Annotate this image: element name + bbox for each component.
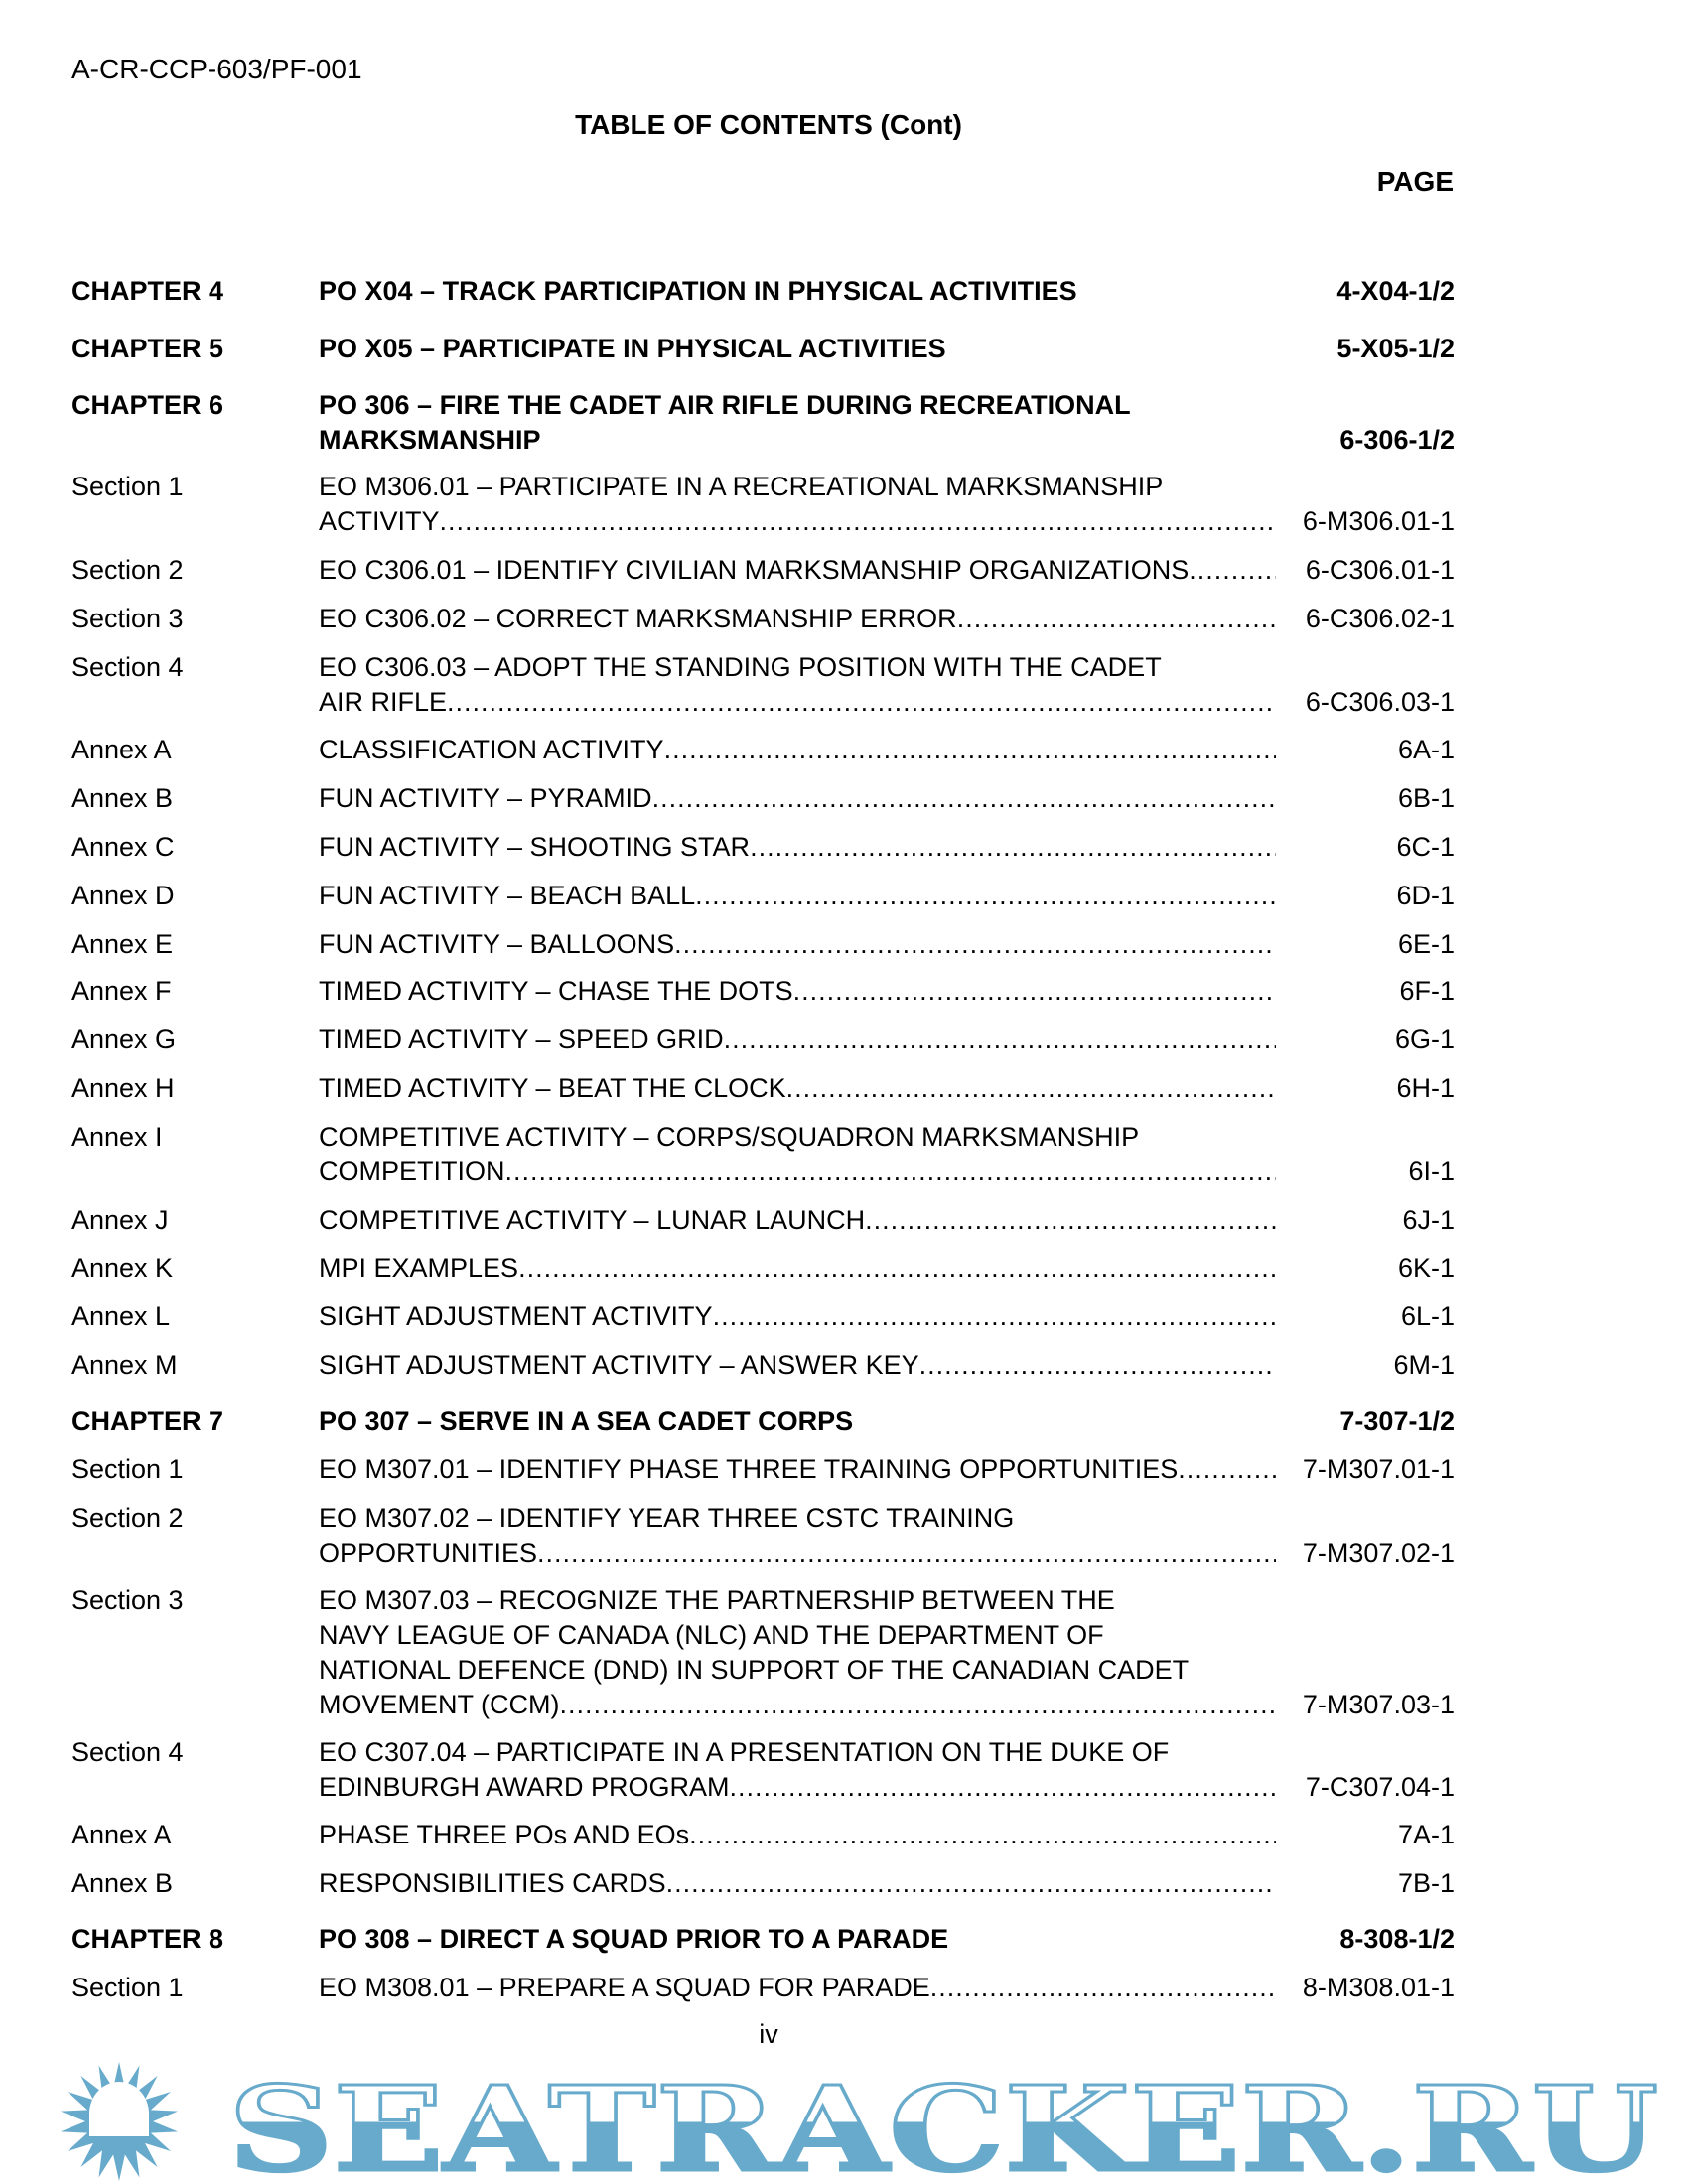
toc-entry-title: EO C306.01 – IDENTIFY CIVILIAN MARKSMANSHIP ORGANIZATIONS bbox=[319, 555, 1190, 586]
toc-entry-title: EO C306.02 – CORRECT MARKSMANSHIP ERROR bbox=[319, 603, 957, 633]
toc-entry-page[interactable]: 8-M308.01-1 bbox=[1302, 1972, 1455, 2002]
toc-entry-label: Section 2 bbox=[71, 1502, 184, 1533]
dot-leader bbox=[919, 1348, 1276, 1383]
toc-entry-title: TIMED ACTIVITY – BEAT THE CLOCK bbox=[319, 1073, 786, 1104]
toc-entry-label: Annex I bbox=[71, 1121, 163, 1152]
page-title: TABLE OF CONTENTS (Cont) bbox=[575, 109, 962, 140]
dot-leader bbox=[505, 1155, 1277, 1189]
dot-leader bbox=[730, 1770, 1276, 1805]
toc-entry-title: MARKSMANSHIP bbox=[319, 424, 541, 455]
dot-leader bbox=[666, 1866, 1276, 1901]
toc-entry-title: OPPORTUNITIES bbox=[319, 1537, 538, 1568]
dot-leader bbox=[750, 830, 1276, 865]
dot-leader bbox=[957, 602, 1276, 636]
toc-entry-label: Annex K bbox=[71, 1253, 174, 1284]
toc-entry-page[interactable]: 7-C307.04-1 bbox=[1305, 1771, 1455, 1802]
toc-entry-title: TIMED ACTIVITY – CHASE THE DOTS bbox=[319, 976, 793, 1007]
toc-entry-title: MPI EXAMPLES bbox=[319, 1253, 519, 1284]
toc-entry-title: PO 306 – FIRE THE CADET AIR RIFLE DURING RECREATIONAL bbox=[319, 389, 1131, 420]
toc-entry-label: Annex C bbox=[71, 832, 175, 863]
toc-entry-page[interactable]: 6E-1 bbox=[1397, 928, 1455, 959]
toc-entry-page[interactable]: 6I-1 bbox=[1408, 1156, 1455, 1186]
toc-entry-title: RESPONSIBILITIES CARDS bbox=[319, 1868, 666, 1899]
page-number: iv bbox=[759, 2019, 778, 2049]
toc-entry-label: Section 1 bbox=[71, 1453, 184, 1484]
toc-entry-title: SIGHT ADJUSTMENT ACTIVITY bbox=[319, 1301, 713, 1332]
toc-entry-page[interactable]: 6H-1 bbox=[1396, 1073, 1455, 1104]
toc-entry-label: Annex B bbox=[71, 1868, 174, 1899]
toc-entry-title: PO X05 – PARTICIPATE IN PHYSICAL ACTIVITIES bbox=[319, 333, 946, 363]
toc-entry-title: PO 308 – DIRECT A SQUAD PRIOR TO A PARADE bbox=[319, 1923, 949, 1954]
toc-entry-page[interactable]: 6A-1 bbox=[1397, 735, 1455, 765]
toc-entry-title: EO M307.03 – RECOGNIZE THE PARTNERSHIP BETWEEN THE bbox=[319, 1585, 1115, 1616]
toc-entry-label: Annex J bbox=[71, 1204, 169, 1235]
toc-entry-page[interactable]: 6C-1 bbox=[1396, 832, 1455, 863]
sunburst-icon bbox=[61, 2062, 178, 2181]
dot-leader bbox=[1189, 553, 1276, 588]
toc-entry-page[interactable]: 6D-1 bbox=[1396, 881, 1455, 911]
toc-entry-label: Annex F bbox=[71, 976, 172, 1007]
toc-entry-label: CHAPTER 8 bbox=[71, 1923, 224, 1954]
toc-entry-page[interactable]: 6G-1 bbox=[1394, 1024, 1455, 1055]
toc-entry-title: ACTIVITY bbox=[319, 506, 440, 537]
dot-leader bbox=[695, 879, 1276, 913]
toc-entry-label: Annex L bbox=[71, 1301, 171, 1332]
toc-entry-page[interactable]: 6B-1 bbox=[1397, 783, 1455, 814]
dot-leader bbox=[664, 733, 1276, 767]
dot-leader bbox=[537, 1536, 1276, 1570]
toc-entry-title: FUN ACTIVITY – BEACH BALL bbox=[319, 881, 696, 911]
toc-entry-title: COMPETITIVE ACTIVITY – LUNAR LAUNCH bbox=[319, 1204, 866, 1235]
toc-entry-title: EO M307.01 – IDENTIFY PHASE THREE TRAINING OPPORTUNITIES bbox=[319, 1453, 1179, 1484]
svg-text:SEATRACKER.RU: SEATRACKER.RU bbox=[228, 2060, 1658, 2184]
dot-leader bbox=[674, 927, 1276, 962]
toc-entry-label: Annex H bbox=[71, 1073, 175, 1104]
dot-leader bbox=[652, 781, 1276, 816]
toc-entry-page[interactable]: 6J-1 bbox=[1402, 1204, 1455, 1235]
dot-leader bbox=[865, 1203, 1276, 1238]
toc-entry-label: Annex M bbox=[71, 1350, 178, 1381]
dot-leader bbox=[560, 1688, 1277, 1722]
toc-entry-title: PHASE THREE POs AND EOs bbox=[319, 1820, 690, 1850]
toc-entry-page[interactable]: 7-M307.01-1 bbox=[1302, 1453, 1455, 1484]
toc-entry-label: Annex A bbox=[71, 1820, 172, 1850]
toc-entry-title: FUN ACTIVITY – PYRAMID bbox=[319, 783, 652, 814]
toc-entry-title: EDINBURGH AWARD PROGRAM bbox=[319, 1771, 730, 1802]
toc-entry-title: COMPETITIVE ACTIVITY – CORPS/SQUADRON MARKSMANSHIP bbox=[319, 1121, 1140, 1152]
toc-entry-label: CHAPTER 5 bbox=[71, 333, 224, 363]
page-column-header: PAGE bbox=[1376, 166, 1454, 197]
dot-leader bbox=[930, 1971, 1276, 2005]
toc-entry-page[interactable]: 6F-1 bbox=[1399, 976, 1455, 1007]
toc-entry-label: Section 4 bbox=[71, 1736, 184, 1767]
toc-entry-title: FUN ACTIVITY – SHOOTING STAR bbox=[319, 832, 751, 863]
toc-entry-page[interactable]: 6M-1 bbox=[1393, 1350, 1455, 1381]
toc-entry-title: PO X04 – TRACK PARTICIPATION IN PHYSICAL ACTIVITIES bbox=[319, 276, 1077, 307]
toc-entry-label: Section 4 bbox=[71, 651, 184, 682]
dot-leader bbox=[724, 1023, 1276, 1057]
toc-entry-title: FUN ACTIVITY – BALLOONS bbox=[319, 928, 675, 959]
document-id: A-CR-CCP-603/PF-001 bbox=[71, 54, 362, 84]
toc-entry-title: NAVY LEAGUE OF CANADA (NLC) AND THE DEPARTMENT OF bbox=[319, 1620, 1104, 1651]
toc-entry-label: Section 2 bbox=[71, 555, 184, 586]
dot-leader bbox=[689, 1818, 1276, 1852]
toc-entry-title: EO M306.01 – PARTICIPATE IN A RECREATIONAL MARKSMANSHIP bbox=[319, 472, 1164, 502]
toc-entry-title: EO M308.01 – PREPARE A SQUAD FOR PARADE bbox=[319, 1972, 930, 2002]
toc-entry-title: EO C307.04 – PARTICIPATE IN A PRESENTATION ON THE DUKE OF bbox=[319, 1736, 1170, 1767]
dot-leader bbox=[713, 1299, 1276, 1334]
toc-entry-label: Annex G bbox=[71, 1024, 177, 1055]
toc-entry-label: Annex A bbox=[71, 735, 172, 765]
toc-entry-label: CHAPTER 6 bbox=[71, 389, 224, 420]
toc-entry-label: Section 1 bbox=[71, 1972, 184, 2002]
toc-entry-title: EO M307.02 – IDENTIFY YEAR THREE CSTC TRAINING bbox=[319, 1502, 1015, 1533]
toc-entry-label: Section 1 bbox=[71, 472, 184, 502]
toc-entry-label: CHAPTER 7 bbox=[71, 1405, 224, 1435]
dot-leader bbox=[440, 504, 1276, 539]
toc-entry-page[interactable]: 6-M306.01-1 bbox=[1302, 506, 1455, 537]
toc-entry-page[interactable]: 4-X04-1/2 bbox=[1336, 276, 1455, 307]
toc-entry-page[interactable]: 6-C306.01-1 bbox=[1305, 555, 1455, 586]
toc-entry-label: Section 3 bbox=[71, 1585, 184, 1616]
toc-entry-title: AIR RIFLE bbox=[319, 686, 448, 717]
toc-entry-title: TIMED ACTIVITY – SPEED GRID bbox=[319, 1024, 724, 1055]
toc-entry-title: COMPETITION bbox=[319, 1156, 505, 1186]
toc-entry-label: Annex E bbox=[71, 928, 174, 959]
toc-entry-page[interactable]: 7-307-1/2 bbox=[1339, 1405, 1455, 1435]
toc-entry-page[interactable]: 6-C306.03-1 bbox=[1305, 686, 1455, 717]
dot-leader bbox=[1178, 1452, 1276, 1487]
dot-leader bbox=[793, 974, 1276, 1009]
toc-entry-page[interactable]: 8-308-1/2 bbox=[1339, 1923, 1455, 1954]
toc-entry-page[interactable]: 5-X05-1/2 bbox=[1336, 333, 1455, 363]
toc-entry-page[interactable]: 6-C306.02-1 bbox=[1305, 603, 1455, 633]
toc-entry-title: MOVEMENT (CCM) bbox=[319, 1690, 560, 1720]
toc-entry-title: NATIONAL DEFENCE (DND) IN SUPPORT OF THE CANADIAN CADET bbox=[319, 1655, 1190, 1686]
toc-entry-label: Section 3 bbox=[71, 603, 184, 633]
toc-entry-title: EO C306.03 – ADOPT THE STANDING POSITION WITH THE CADET bbox=[319, 651, 1162, 682]
toc-entry-page[interactable]: 6-306-1/2 bbox=[1339, 424, 1455, 455]
toc-entry-page[interactable]: 7B-1 bbox=[1397, 1868, 1455, 1899]
toc-entry-page[interactable]: 7-M307.03-1 bbox=[1302, 1690, 1455, 1720]
toc-entry-page[interactable]: 6L-1 bbox=[1400, 1301, 1455, 1332]
toc-entry-label: CHAPTER 4 bbox=[71, 276, 224, 307]
toc-entry-title: SIGHT ADJUSTMENT ACTIVITY – ANSWER KEY bbox=[319, 1350, 919, 1381]
watermark-logo bbox=[0, 2059, 1688, 2184]
toc-entry-title: PO 307 – SERVE IN A SEA CADET CORPS bbox=[319, 1405, 854, 1435]
dot-leader bbox=[786, 1071, 1276, 1106]
toc-entry-label: Annex B bbox=[71, 783, 174, 814]
toc-entry-page[interactable]: 6K-1 bbox=[1397, 1253, 1455, 1284]
toc-entry-label: Annex D bbox=[71, 881, 175, 911]
toc-entry-page[interactable]: 7-M307.02-1 bbox=[1302, 1537, 1455, 1568]
dot-leader bbox=[447, 685, 1276, 720]
toc-entry-page[interactable]: 7A-1 bbox=[1397, 1820, 1455, 1850]
dot-leader bbox=[518, 1251, 1276, 1286]
toc-entry-title: CLASSIFICATION ACTIVITY bbox=[319, 735, 664, 765]
